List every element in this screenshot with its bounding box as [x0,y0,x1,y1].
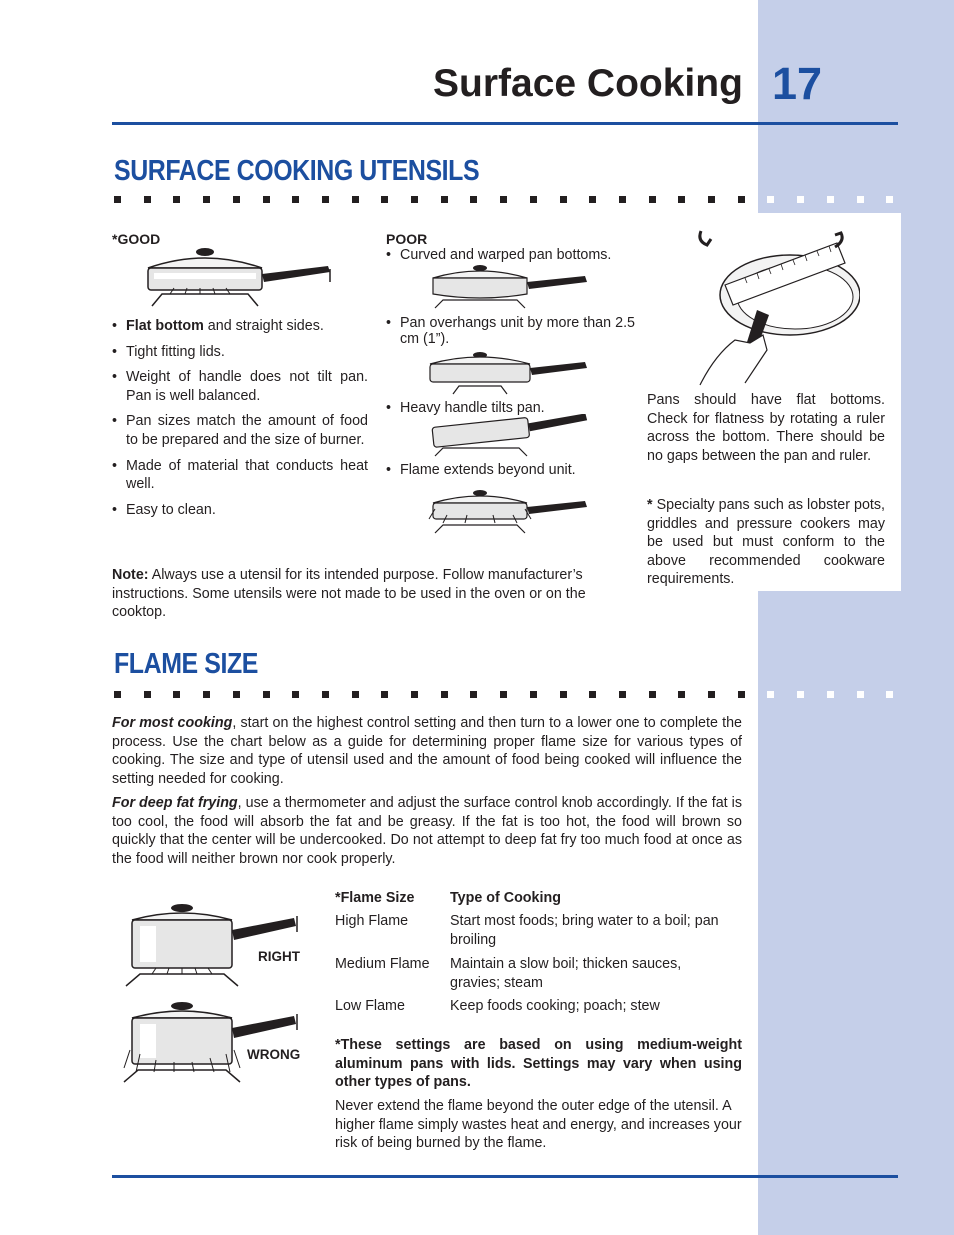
divider-dot [263,196,270,203]
divider-dot [767,196,774,203]
divider-dot [886,196,893,203]
divider-dot [560,691,567,698]
divider-dot [560,196,567,203]
utensils-heading: SURFACE COOKING UTENSILS [114,155,480,187]
divider-dot [441,691,448,698]
table-cell-size: Low Flame [335,998,405,1014]
divider-dot [827,196,834,203]
divider-dot [708,196,715,203]
divider-dot [767,691,774,698]
list-item: • Made of material that conducts heat well. [112,457,368,494]
utensil-note: Note: Always use a utensil for its intended purpose. Follow manufacturer’s instructions. Some utensils were not made to be used in the oven or on the cooktop. [112,567,586,621]
list-item: • Flat bottom and straight sides. [112,317,368,336]
divider-dot [470,196,477,203]
divider-dot [857,196,864,203]
poor-title: POOR [386,231,428,247]
divider-dot [857,691,864,698]
divider-dot [203,196,210,203]
divider-dot [738,691,745,698]
divider-dot [144,691,151,698]
divider-dot [470,691,477,698]
wrong-label: WRONG [247,1047,301,1062]
divider-dot [441,196,448,203]
list-item: • Weight of handle does not tilt pan. Pan is well balanced. [112,368,368,405]
page-number: 17 [772,58,823,109]
divider-dot [797,196,804,203]
table-header-type: Type of Cooking [450,890,561,906]
divider-dot [500,691,507,698]
divider-dot [381,196,388,203]
divider-dot [352,196,359,203]
settings-note: *These settings are based on using medium-weight aluminum pans with lids. Settings may vary when using other types of pans. [335,1037,742,1091]
list-item: • Tight fitting lids. [112,343,368,362]
divider-dot [619,691,626,698]
divider-dot [678,691,685,698]
flame-beyond-pan-illustration [425,487,595,537]
right-label: RIGHT [258,949,300,964]
tilted-pan-illustration [425,414,595,458]
divider-dot [589,196,596,203]
divider-dot [173,196,180,203]
flame-paragraph-2: For deep fat frying, use a thermometer and adjust the surface control knob accordingly. If the fat is too cool, the food will absorb the fat and be greasy. If the fat is too hot, the food will brown so quickly that the center will be undercooked. Do not attempt to deep fat fry too much food at once as the food will neither brown nor cook properly. [112,795,742,867]
table-header-flame-size: *Flame Size [335,890,415,906]
divider-dot [292,196,299,203]
good-pan-illustration [140,244,340,310]
divider-dot [114,691,121,698]
divider-dot [203,691,210,698]
divider-dot [589,691,596,698]
table-cell-size: Medium Flame [335,956,430,972]
page-title: Surface Cooking [433,62,743,105]
header-rule [112,122,898,125]
list-item: • Curved and warped pan bottoms. [386,246,635,265]
divider-dot [708,691,715,698]
divider-dot [322,691,329,698]
side-text-specialty: * Specialty pans such as lobster pots, griddles and pressure cookers may be used but must conform to the above recommended cookware requirements. [647,497,885,588]
divider-dot [352,691,359,698]
closing-paragraph: Never extend the flame beyond the outer edge of the utensil. A higher flame simply wastes heat and energy, and increases your risk of being burned by the flame. [335,1098,742,1152]
divider-dot [827,691,834,698]
side-band [758,0,954,1235]
list-item: • Pan overhangs unit by more than 2.5 cm (1”). [386,316,635,347]
divider-dot [233,196,240,203]
poor-list-2 [386,316,635,347]
side-text-flatness: Pans should have flat bottoms. Check for flatness by rotating a ruler across the bottom. There should be no gaps between the pan and ruler. [647,392,885,464]
warped-pan-illustration [425,262,595,312]
table-cell-type: Keep foods cooking; poach; stew [450,998,660,1014]
divider-dot [233,691,240,698]
divider-dot [530,196,537,203]
divider-dot [649,196,656,203]
ruler-check-illustration [695,215,860,390]
good-list [112,317,368,519]
table-cell-size: High Flame [335,913,409,929]
poor-list-4 [386,461,635,480]
divider-dot [292,691,299,698]
good-title: *GOOD [112,231,161,247]
divider-dot [322,196,329,203]
divider-dot [173,691,180,698]
divider-dot [886,691,893,698]
divider-dot [411,196,418,203]
divider-dot [411,691,418,698]
list-item: • Heavy handle tilts pan. [386,399,635,418]
list-item: • Pan sizes match the amount of food to be prepared and the size of burner. [112,412,368,449]
divider-dot [738,196,745,203]
flame-heading: FLAME SIZE [114,648,258,680]
divider-dot [649,691,656,698]
footer-rule [112,1175,898,1178]
divider-dot [619,196,626,203]
right-flame-pan-illustration [122,900,307,990]
flame-dot-divider [114,691,904,699]
divider-dot [500,196,507,203]
divider-dot [144,196,151,203]
divider-dot [797,691,804,698]
divider-dot [263,691,270,698]
overhang-pan-illustration [425,350,595,396]
divider-dot [381,691,388,698]
table-cell-type: Start most foods; bring water to a boil; pan broiling [450,913,719,948]
utensils-dot-divider [114,196,904,204]
divider-dot [678,196,685,203]
list-item: • Flame extends beyond unit. [386,461,635,480]
flame-paragraph-1: For most cooking, start on the highest control setting and then turn to a lower one to complete the process. Use the chart below as a guide for determining proper flame size for various types of cooking. The size and type of utensil used and the amount of food being cooked will influence the setting needed for cooking. [112,715,742,787]
list-item: • Easy to clean. [112,501,368,520]
table-cell-type: Maintain a slow boil; thicken sauces, gravies; steam [450,956,682,991]
wrong-flame-pan-illustration [118,998,308,1086]
divider-dot [114,196,121,203]
divider-dot [530,691,537,698]
